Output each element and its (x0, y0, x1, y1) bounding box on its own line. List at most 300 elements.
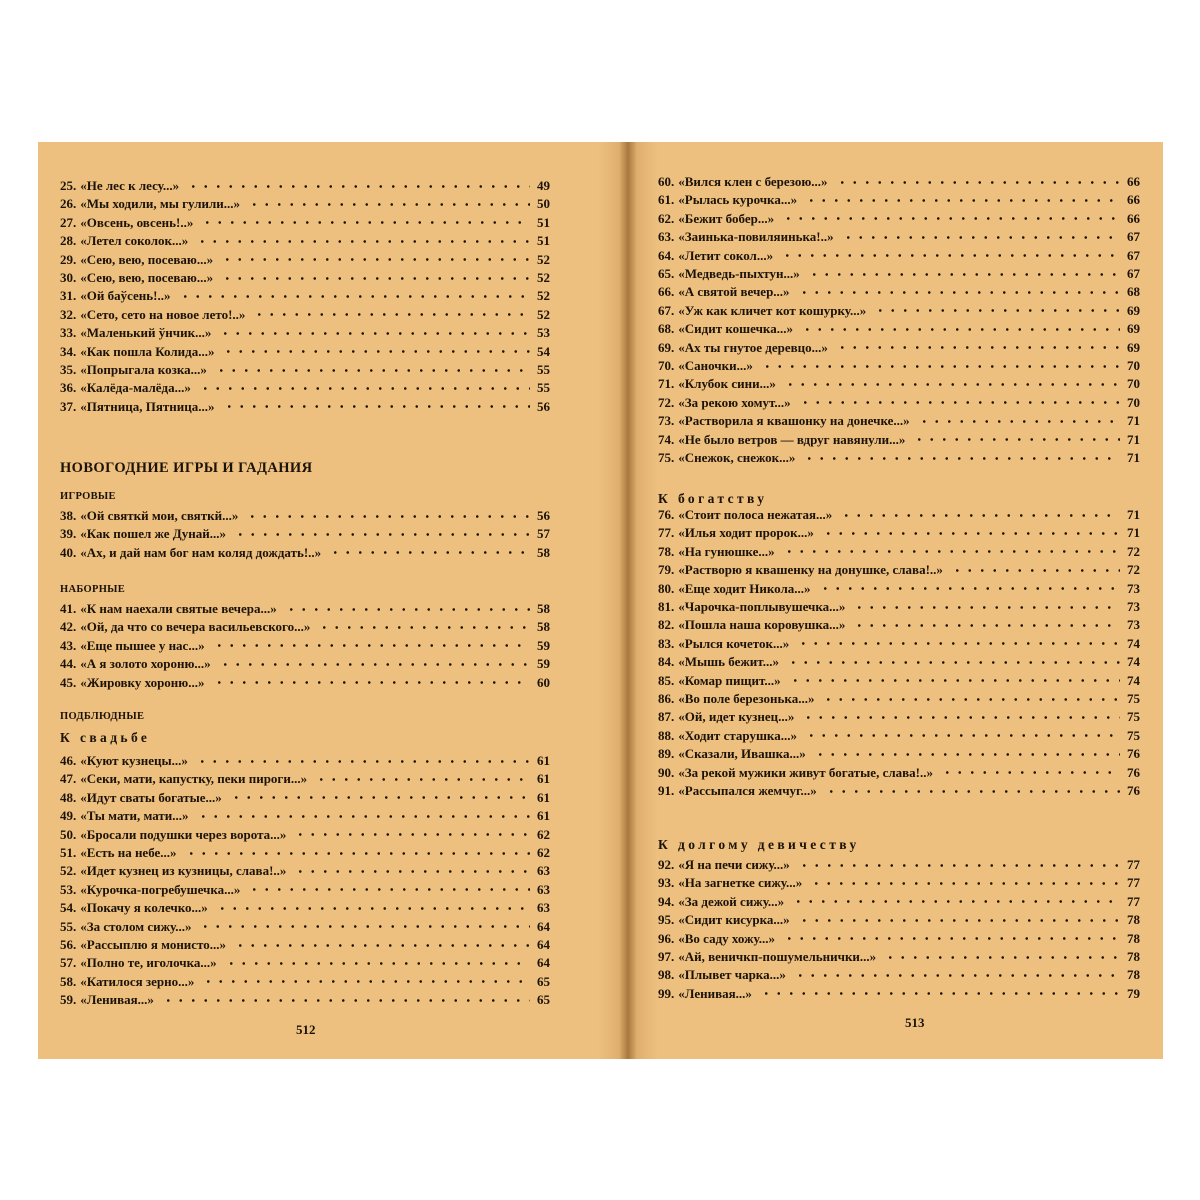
entry-title: «Снежок, снежок...» (678, 450, 796, 465)
toc-entry (658, 911, 1140, 929)
entry-number: 61. (658, 192, 675, 208)
entry-page-number: 67 (1127, 247, 1140, 263)
entry-title: «Ай, веничкп-пошумельнички...» (678, 949, 877, 964)
entry-page-number: 52 (537, 306, 550, 322)
entry-number: 53. (60, 881, 77, 897)
entry-title: «К нам наехали святые вечера...» (80, 601, 277, 616)
dot-leader (253, 313, 530, 316)
dot-leader (810, 882, 1120, 885)
entry-page-number: 68 (1127, 284, 1140, 300)
entry-page-number: 61 (537, 753, 550, 768)
entry-title: «Полно те, иголочка...» (80, 955, 217, 971)
entry-title: «Я на печи сижу...» (678, 857, 790, 872)
toc-entry (658, 616, 1140, 634)
toc-entry (60, 991, 550, 1009)
entry-page-number: 63 (537, 900, 550, 916)
entry-title: «Попрыгала козка...» (80, 362, 207, 377)
dot-leader (213, 681, 531, 684)
entry-number: 33. (60, 325, 77, 341)
toc-entry (60, 177, 550, 195)
toc-entry (658, 635, 1140, 653)
toc-entry (658, 412, 1140, 430)
dot-leader (213, 644, 530, 647)
entry-title: «Сето, сето на новое лето!..» (80, 306, 246, 322)
dot-leader (234, 533, 530, 536)
entry-number: 70. (658, 358, 675, 373)
toc-entry (60, 269, 550, 287)
entry-page-number: 64 (537, 918, 550, 934)
entry-title: «Бросали подушки через ворота...» (80, 826, 287, 842)
entry-page-number: 76 (1127, 764, 1140, 780)
entry-page-number: 66 (1127, 210, 1140, 226)
entry-page-number: 59 (537, 656, 550, 672)
dot-leader (187, 185, 530, 188)
toc-entry (658, 948, 1140, 966)
entry-title: «Ой, идет кузнец...» (678, 709, 795, 725)
toc-entry (658, 985, 1140, 1003)
entry-title: «Вился клен с березою...» (678, 174, 828, 189)
entry-number: 81. (658, 599, 675, 614)
entry-number: 35. (60, 362, 77, 377)
entry-number: 46. (60, 753, 77, 768)
entry-title: «А я золото хороню...» (80, 656, 211, 672)
toc-entry (60, 789, 550, 807)
entry-number: 62. (658, 210, 675, 226)
entry-number: 75. (658, 450, 675, 465)
entry-number: 49. (60, 808, 77, 824)
entry-number: 58. (60, 973, 77, 989)
entry-page-number: 64 (537, 937, 550, 952)
dot-leader (951, 569, 1120, 572)
entry-title: «Плывет чарка...» (678, 967, 786, 983)
entry-number: 59. (60, 992, 77, 1008)
dot-leader (761, 365, 1120, 368)
entry-page-number: 65 (537, 992, 550, 1008)
entry-page-number: 52 (537, 288, 550, 304)
entry-number: 32. (60, 306, 77, 322)
toc-entry (60, 881, 550, 899)
toc-entry (658, 966, 1140, 984)
toc-entry (658, 708, 1140, 726)
dot-leader (230, 796, 530, 799)
dot-leader (199, 387, 530, 390)
dot-leader (199, 925, 530, 928)
dot-leader (315, 778, 530, 781)
dot-leader (918, 420, 1120, 423)
entry-page-number: 61 (537, 808, 550, 824)
entry-page-number: 73 (1127, 617, 1140, 633)
toc-entry (658, 856, 1140, 874)
dot-leader (185, 852, 530, 855)
left-page (38, 142, 598, 1059)
toc-entry (658, 431, 1140, 449)
entry-number: 87. (658, 709, 675, 725)
entry-page-number: 77 (1127, 857, 1140, 872)
entry-number: 36. (60, 380, 77, 396)
toc-entry (60, 525, 550, 543)
entry-number: 83. (658, 635, 675, 651)
toc-entry (658, 561, 1140, 579)
entry-page-number: 72 (1127, 543, 1140, 559)
entry-number: 96. (658, 930, 675, 946)
toc-entry (60, 361, 550, 379)
toc-entry (658, 893, 1140, 911)
toc-entry (658, 727, 1140, 745)
dot-leader (840, 514, 1120, 517)
dot-leader (787, 661, 1120, 664)
dot-leader (819, 587, 1120, 590)
dot-leader (202, 980, 530, 983)
toc-entry (658, 283, 1140, 301)
dot-leader (221, 277, 530, 280)
toc-entry (658, 506, 1140, 524)
entry-title: «Сказали, Ивашка...» (678, 746, 806, 762)
toc-entry (60, 918, 550, 936)
toc-entry (60, 770, 550, 788)
entry-title: «За дежой сижу...» (678, 893, 785, 909)
entry-page-number: 60 (537, 674, 550, 690)
dot-leader (803, 457, 1120, 460)
toc-entry (658, 690, 1140, 708)
toc-entry (658, 247, 1140, 265)
entry-page-number: 56 (537, 398, 550, 414)
entry-title: «Илья ходит пророк...» (678, 525, 814, 541)
entry-number: 50. (60, 826, 77, 842)
dot-leader (798, 291, 1120, 294)
entry-number: 56. (60, 937, 77, 952)
dot-leader (884, 956, 1120, 959)
entry-page-number: 78 (1127, 912, 1140, 928)
entry-number: 63. (658, 229, 675, 245)
entry-number: 26. (60, 196, 77, 212)
entry-page-number: 71 (1127, 450, 1140, 465)
toc-entry (658, 173, 1140, 191)
toc-entry (60, 251, 550, 269)
entry-page-number: 74 (1127, 654, 1140, 670)
entry-title: «Ленивая...» (678, 985, 752, 1001)
dot-leader (248, 888, 530, 891)
entry-number: 52. (60, 863, 77, 879)
entry-title: «Сею, вею, посеваю...» (80, 270, 214, 285)
dot-leader (225, 962, 530, 965)
entry-number: 99. (658, 985, 675, 1001)
entry-number: 47. (60, 771, 77, 787)
entry-number: 48. (60, 789, 77, 805)
entry-page-number: 71 (1127, 413, 1140, 429)
dot-leader (215, 369, 530, 372)
entry-page-number: 78 (1127, 949, 1140, 964)
entry-page-number: 61 (537, 789, 550, 805)
entry-page-number: 67 (1127, 229, 1140, 245)
dot-leader (808, 273, 1120, 276)
entry-number: 55. (60, 918, 77, 934)
entry-page-number: 78 (1127, 930, 1140, 946)
entry-number: 54. (60, 900, 77, 916)
toc-entry (60, 379, 550, 397)
section-heading-k-bogatstvu: К богатству (658, 491, 768, 506)
toc-entry (658, 543, 1140, 561)
entry-number: 57. (60, 955, 77, 971)
toc-entry (60, 343, 550, 361)
entry-number: 31. (60, 288, 77, 304)
toc-entry (60, 544, 550, 562)
dot-leader (836, 346, 1120, 349)
dot-leader (822, 532, 1120, 535)
entry-title: «Как пошла Колида...» (80, 343, 215, 359)
dot-leader (781, 254, 1120, 257)
entry-title: «Летел соколок...» (80, 233, 189, 249)
entry-page-number: 73 (1127, 599, 1140, 614)
entry-title: «Жировку хороню...» (80, 674, 205, 690)
dot-leader (162, 999, 530, 1002)
entry-number: 85. (658, 672, 675, 688)
dot-leader (874, 309, 1120, 312)
entry-number: 76. (658, 507, 675, 522)
book-spread (38, 142, 1163, 1059)
section-heading-k-svadbe: К свадьбе (60, 730, 151, 745)
toc-entry (60, 306, 550, 324)
dot-leader (216, 907, 530, 910)
dot-leader (285, 608, 530, 611)
toc-entry (60, 936, 550, 954)
entry-title: «Рассыпался жемчуг...» (678, 783, 817, 798)
entry-title: «Ходит старушка...» (678, 727, 797, 743)
dot-leader (329, 551, 530, 554)
toc-entry (658, 580, 1140, 598)
dot-leader (248, 203, 530, 206)
section-title: НОВОГОДНИЕ ИГРЫ И ГАДАНИЯ (60, 460, 313, 476)
entry-title: «Курочка-погребушечка...» (80, 881, 241, 897)
toc-entry (658, 228, 1140, 246)
entry-title: «Идут сваты богатые...» (80, 789, 222, 805)
toc-entry (658, 782, 1140, 800)
entry-page-number: 74 (1127, 672, 1140, 688)
entry-number: 60. (658, 174, 675, 189)
dot-leader (784, 383, 1120, 386)
entry-number: 92. (658, 857, 675, 872)
entry-page-number: 65 (537, 973, 550, 989)
entry-number: 71. (658, 376, 675, 392)
toc-entry (658, 672, 1140, 690)
entry-number: 51. (60, 845, 77, 860)
entry-number: 74. (658, 431, 675, 447)
page-number-right: 513 (905, 1015, 925, 1030)
entry-page-number: 55 (537, 380, 550, 396)
entry-page-number: 61 (537, 771, 550, 787)
dot-leader (799, 401, 1120, 404)
entry-title: «Мы ходили, мы гулили...» (80, 196, 241, 212)
entry-number: 28. (60, 233, 77, 249)
entry-title: «За столом сижу...» (80, 918, 192, 934)
entry-page-number: 69 (1127, 321, 1140, 337)
dot-leader (219, 663, 530, 666)
entry-number: 38. (60, 508, 77, 523)
dot-leader (853, 606, 1120, 609)
entry-number: 66. (658, 284, 675, 300)
entry-page-number: 58 (537, 544, 550, 560)
dot-leader (822, 698, 1120, 701)
entry-number: 72. (658, 394, 675, 410)
entry-title: «Заинька-повиляинька!..» (678, 229, 834, 245)
entry-title: «Уж как кличет кот кошурку...» (678, 302, 867, 318)
toc-entry (60, 807, 550, 825)
entry-title: «Рассыплю я монисто...» (80, 937, 227, 952)
entry-number: 67. (658, 302, 675, 318)
entry-page-number: 70 (1127, 358, 1140, 373)
dot-leader (221, 258, 530, 261)
entry-title: «Медведь-пыхтун...» (678, 266, 800, 281)
dot-leader (222, 350, 530, 353)
entry-title: «Бежит бобер...» (678, 210, 775, 226)
entry-number: 93. (658, 875, 675, 891)
dot-leader (201, 221, 530, 224)
right-page (658, 142, 1163, 1059)
entry-number: 29. (60, 251, 77, 267)
entry-page-number: 72 (1127, 562, 1140, 578)
toc-entry (60, 232, 550, 250)
entry-page-number: 78 (1127, 967, 1140, 983)
entry-page-number: 51 (537, 214, 550, 230)
entry-title: «Катилося зерно...» (80, 973, 195, 989)
section-heading-k-dolgomu-devichestvu: К долгому девичеству (658, 837, 860, 852)
dot-leader (842, 236, 1120, 239)
entry-page-number: 58 (537, 619, 550, 635)
entry-title: «Ах, и дай нам бог нам коляд дождать!..» (80, 544, 322, 560)
entry-title: «Комар пищит...» (678, 672, 781, 688)
entry-title: «Как пошел же Дунай...» (80, 526, 226, 542)
dot-leader (196, 240, 530, 243)
entry-page-number: 62 (537, 826, 550, 842)
toc-entry (60, 195, 550, 213)
entry-number: 41. (60, 601, 77, 616)
dot-leader (798, 919, 1120, 922)
toc-entry (60, 507, 550, 525)
entry-title: «Овсень, овсень!..» (80, 214, 194, 230)
entry-number: 42. (60, 619, 77, 635)
entry-number: 25. (60, 178, 77, 193)
entry-page-number: 50 (537, 196, 550, 212)
page-number-left: 512 (296, 1022, 316, 1037)
toc-entry (60, 398, 550, 416)
entry-number: 43. (60, 637, 77, 653)
toc-entry (60, 600, 550, 618)
entry-title: «Во саду хожу...» (678, 930, 775, 946)
entry-page-number: 59 (537, 637, 550, 653)
entry-title: «Растворила я квашонку на донечке...» (678, 413, 910, 429)
dot-leader (294, 833, 530, 836)
entry-title: «Ленивая...» (80, 992, 154, 1008)
entry-page-number: 76 (1127, 783, 1140, 798)
dot-leader (789, 679, 1120, 682)
dot-leader (794, 974, 1120, 977)
entry-title: «Калёда-малёда...» (80, 380, 191, 396)
entry-title: «Ой баўсень!..» (80, 288, 171, 304)
dot-leader (234, 944, 530, 947)
entry-title: «Маленький ўнчик...» (80, 325, 212, 341)
entry-number: 40. (60, 544, 77, 560)
toc-entry (658, 339, 1140, 357)
entry-title: «На загнетке сижу...» (678, 875, 803, 891)
dot-leader (825, 790, 1120, 793)
entry-page-number: 52 (537, 251, 550, 267)
entry-title: «Стоит полоса нежатая...» (678, 507, 833, 522)
entry-title: «Куют кузнецы...» (80, 753, 188, 768)
entry-page-number: 63 (537, 881, 550, 897)
entry-title: «Сею, вею, посеваю...» (80, 251, 214, 267)
entry-page-number: 66 (1127, 174, 1140, 189)
entry-page-number: 75 (1127, 727, 1140, 743)
entry-title: «Ой, да что со вечера васильевского...» (80, 619, 311, 635)
entry-page-number: 55 (537, 362, 550, 377)
entry-title: «Идет кузнец из кузницы, слава!..» (80, 863, 287, 879)
entry-title: «Есть на небе...» (80, 845, 177, 860)
entry-title: «Растворю я квашенку на донушке, слава!..» (678, 562, 943, 578)
subsection-label-igrovye: ИГРОВЫЕ (60, 491, 116, 502)
entry-number: 89. (658, 746, 675, 762)
entry-page-number: 74 (1127, 635, 1140, 651)
entry-page-number: 76 (1127, 746, 1140, 762)
entry-number: 69. (658, 339, 675, 355)
dot-leader (783, 937, 1120, 940)
entry-title: «Еще пышее у нас...» (80, 637, 205, 653)
entry-title: «Во поле березонька...» (678, 691, 815, 706)
entry-number: 91. (658, 783, 675, 798)
entry-page-number: 63 (537, 863, 550, 879)
entry-number: 65. (658, 266, 675, 281)
dot-leader (797, 642, 1120, 645)
dot-leader (179, 295, 531, 298)
dot-leader (805, 734, 1120, 737)
toc-entry (60, 826, 550, 844)
entry-page-number: 71 (1127, 431, 1140, 447)
toc-entry (658, 320, 1140, 338)
entry-title: «Не было ветров — вдруг навянули...» (678, 431, 906, 447)
dot-leader (805, 199, 1120, 202)
entry-title: «Чарочка-поплывушечка...» (678, 599, 846, 614)
entry-page-number: 67 (1127, 266, 1140, 281)
entry-title: «Рылся кочеток...» (678, 635, 790, 651)
toc-entry (658, 653, 1140, 671)
toc-entry (60, 324, 550, 342)
dot-leader (318, 626, 530, 629)
toc-entry (658, 764, 1140, 782)
toc-entry (658, 302, 1140, 320)
subsection-label-podblyudnye: ПОДБЛЮДНЫЕ (60, 711, 145, 722)
entry-number: 73. (658, 413, 675, 429)
dot-leader (760, 992, 1120, 995)
entry-number: 44. (60, 656, 77, 672)
entry-number: 95. (658, 912, 675, 928)
entry-number: 39. (60, 526, 77, 542)
toc-entry (658, 191, 1140, 209)
entry-number: 34. (60, 343, 77, 359)
toc-entry (60, 214, 550, 232)
toc-entry (60, 844, 550, 862)
dot-leader (913, 438, 1120, 441)
entry-page-number: 52 (537, 270, 550, 285)
entry-title: «Еще ходит Никола...» (678, 580, 811, 596)
entry-title: «Сидит кисурка...» (678, 912, 790, 928)
dot-leader (801, 328, 1120, 331)
dot-leader (836, 181, 1120, 184)
entry-title: «Рылась курочка...» (678, 192, 798, 208)
entry-number: 68. (658, 321, 675, 337)
entry-title: «За рекою хомут...» (678, 394, 791, 410)
toc-entry (658, 394, 1140, 412)
entry-page-number: 73 (1127, 580, 1140, 596)
dot-leader (197, 815, 530, 818)
entry-number: 98. (658, 967, 675, 983)
